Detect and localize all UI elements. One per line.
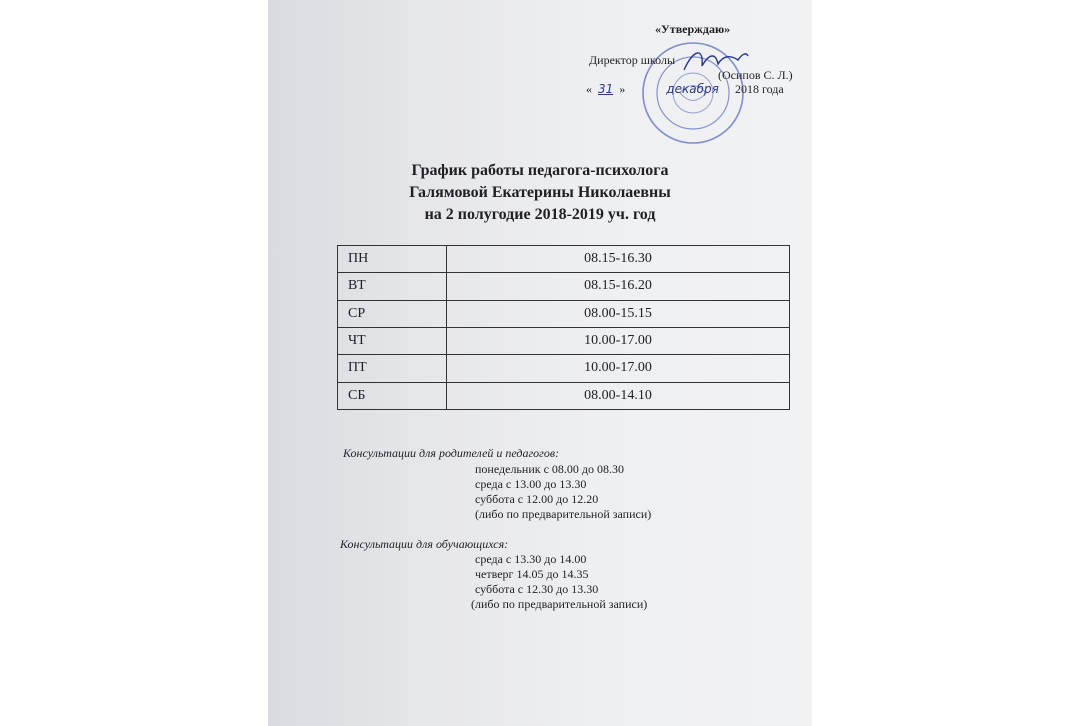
parents-consult-line: (либо по предварительной записи) [475,507,652,521]
document-title [268,160,812,226]
time-cell: 08.15-16.20 [447,273,790,300]
director-name: (Осипов С. Л.) [718,68,793,82]
date-day: 31 [598,82,614,96]
table-row [338,273,790,300]
day-cell: ПТ [338,355,447,382]
day-cell: ЧТ [338,327,447,354]
title-line: График работы педагога-психолога [411,162,669,179]
table-row [338,327,790,354]
date-open-quote: « [586,82,592,96]
table-row [338,300,790,327]
table-row [338,355,790,382]
students-consult-line: среда с 13.30 до 14.00 [475,552,587,566]
date-month: декабря [666,82,719,96]
title-line: на 2 полугодие 2018-2019 уч. год [424,206,656,223]
title-line: Галямовой Екатерины Николаевны [409,184,671,201]
parents-consult-line: понедельник с 08.00 до 08.30 [475,462,625,476]
approval-date [586,82,719,97]
day-cell: ПН [338,246,447,273]
parents-consult-line: среда с 13.00 до 13.30 [475,477,587,491]
approval-year: 2018 года [735,82,784,96]
approval-title: «Утверждаю» [655,22,731,36]
students-consult-line: (либо по предварительной записи) [471,597,648,611]
table-row [338,382,790,409]
table-row [338,246,790,273]
day-cell: СР [338,300,447,327]
time-cell: 08.00-15.15 [447,300,790,327]
students-consult-line: суббота с 12.30 до 13.30 [475,582,599,596]
day-cell: ВТ [338,273,447,300]
time-cell: 08.00-14.10 [447,382,790,409]
director-label: Директор школы [589,53,676,67]
time-cell: 10.00-17.00 [447,355,790,382]
students-consult-heading: Консультации для обучающихся: [340,537,509,551]
time-cell: 08.15-16.30 [447,246,790,273]
day-cell: СБ [338,382,447,409]
date-close-quote: » [619,82,626,96]
students-consult-line: четверг 14.05 до 14.35 [475,567,589,581]
parents-consult-line: суббота с 12.00 до 12.20 [475,492,599,506]
time-cell: 10.00-17.00 [447,327,790,354]
schedule-table [337,245,790,410]
parents-consult-heading: Консультации для родителей и педагогов: [343,446,560,460]
